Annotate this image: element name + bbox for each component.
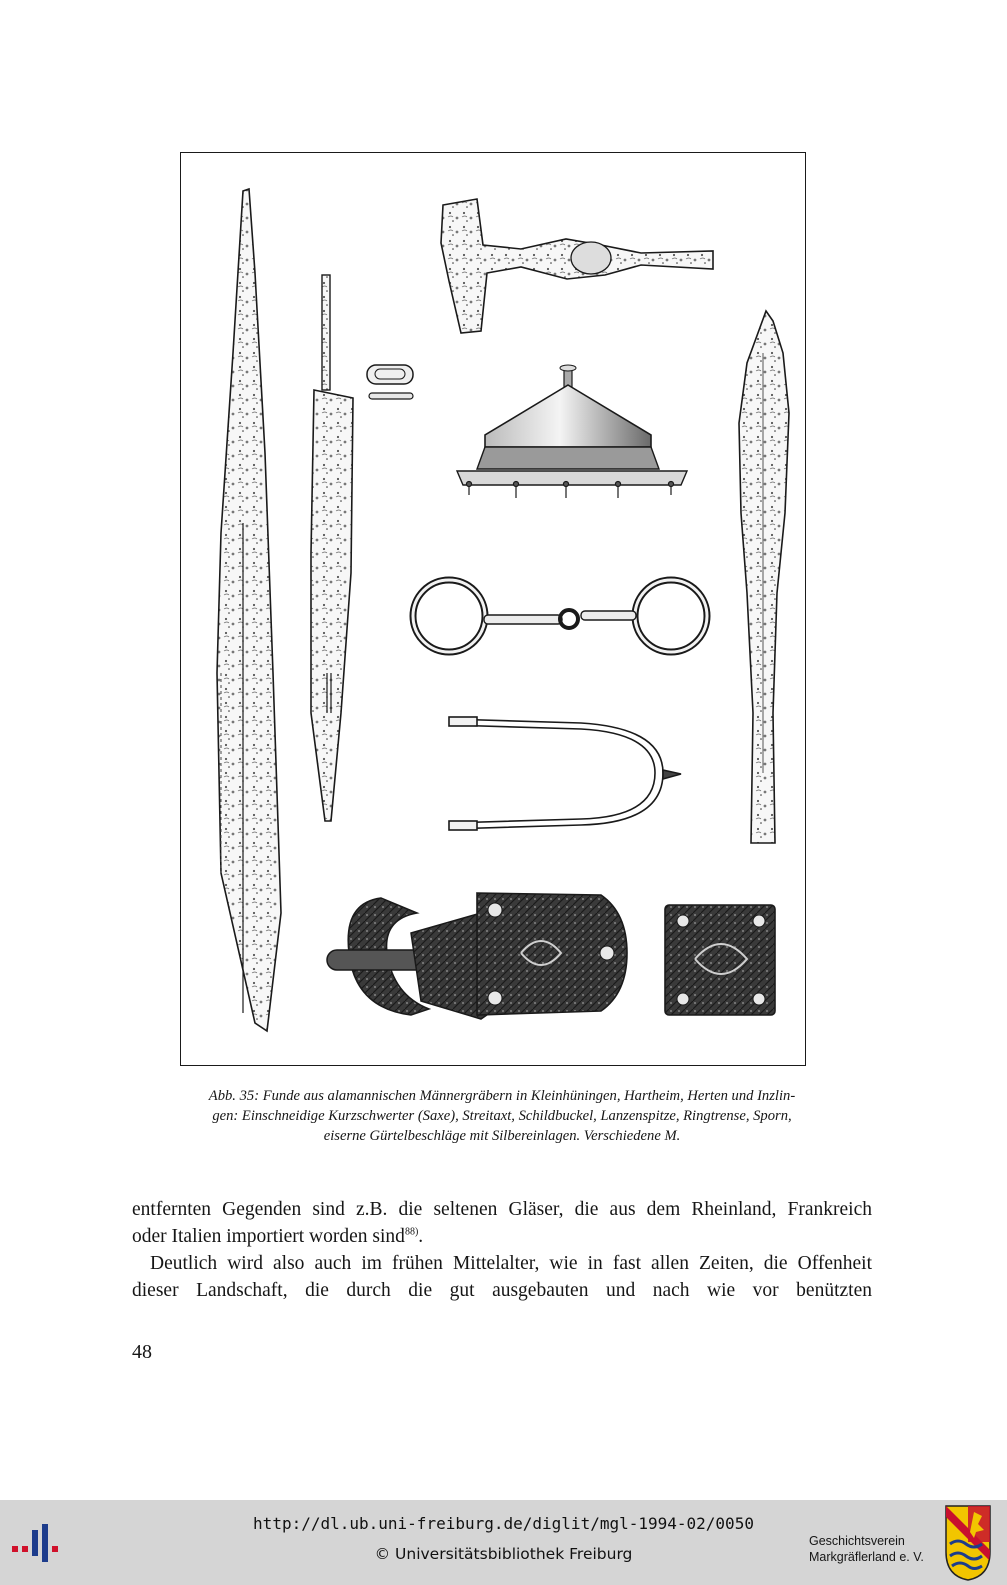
footnote-reference[interactable]: 88) — [404, 1226, 419, 1238]
figure-illustration — [180, 152, 806, 1066]
square-belt-plate — [665, 905, 775, 1015]
society-name-line: Markgräflerland e. V. — [809, 1550, 924, 1564]
figure-caption — [132, 1086, 872, 1146]
body-line: Deutlich wird also auch im frühen Mittelalter, wie in fast allen Zeiten, die Offenheit — [150, 1253, 872, 1274]
copyright-notice: © Universitätsbibliothek Freiburg — [374, 1545, 633, 1563]
body-line-end: . — [418, 1226, 424, 1247]
body-line: dieser Landschaft, die durch die gut ausgebauten und nach wie vor benützten — [132, 1280, 872, 1301]
spur — [449, 717, 681, 830]
caption-line: eiserne Gürtelbeschläge mit Silbereinlagen. Verschiedene M. — [323, 1128, 681, 1144]
battle-axe — [441, 199, 713, 333]
long-sax-sword — [217, 189, 281, 1031]
ring-snaffle-bit — [413, 580, 707, 652]
page-number: 48 — [132, 1341, 152, 1363]
belt-buckle-with-plate — [327, 893, 627, 1019]
archaeological-finds-drawing — [181, 153, 806, 1066]
body-line: entfernten Gegenden sind z.B. die seltenen Gläser, die aus dem Rheinland, Frankreich — [132, 1199, 872, 1220]
shield-boss — [457, 365, 687, 498]
caption-line: Abb. 35: Funde aus alamannischen Männergräbern in Kleinhüningen, Hartheim, Herten und Inzlin- — [208, 1088, 796, 1104]
small-buckle-pieces — [367, 365, 413, 399]
society-name-line: Geschichtsverein — [809, 1534, 905, 1548]
footer-bar — [0, 1500, 1007, 1585]
caption-line: gen: Einschneidige Kurzschwerter (Saxe), Streitaxt, Schildbuckel, Lanzenspitze, Ringtrense, Sporn, — [212, 1108, 792, 1124]
lance-head — [739, 311, 789, 843]
source-url-link[interactable]: http://dl.ub.uni-freiburg.de/diglit/mgl-1994-02/0050 — [253, 1514, 754, 1533]
body-text — [132, 1196, 872, 1304]
society-name — [809, 1533, 939, 1565]
body-line-text: oder Italien importiert worden sind — [132, 1226, 405, 1247]
coat-of-arms-icon[interactable] — [944, 1504, 992, 1582]
short-sax-sword — [311, 275, 353, 821]
body-line — [132, 1223, 872, 1250]
